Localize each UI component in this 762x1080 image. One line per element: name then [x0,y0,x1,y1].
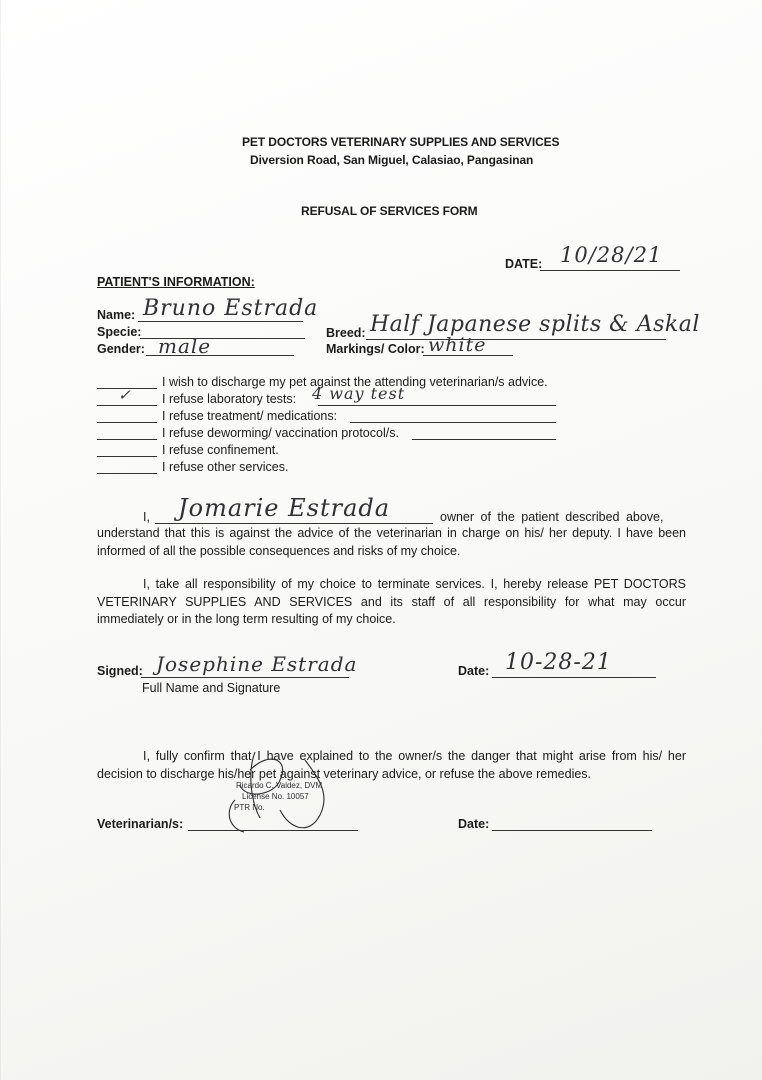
stamp-ptr: PTR No. [234,803,265,812]
signed-date-line [492,677,656,678]
company-name: PET DOCTORS VETERINARY SUPPLIES AND SERVICES [242,135,560,149]
option-blank [97,422,157,423]
form-title: REFUSAL OF SERVICES FORM [301,204,478,218]
signed-line [141,677,349,678]
option-label: I refuse deworming/ vaccination protocol/s. [162,426,399,440]
gender-value: male [158,334,212,358]
name-line [138,321,303,322]
option-label: I refuse other services. [162,460,289,474]
markings-value: white [428,334,487,356]
veterinarian-signature [220,740,360,840]
veterinarian-date-label: Date: [458,817,490,831]
option-blank [97,439,157,440]
confirmation-statement: I, fully confirm that I have explained to the owner/s the danger that might arise from his/ her decision to discharge his/her pet against veterinary advice, or refuse the above remedies. [97,749,686,781]
date-value: 10/28/21 [560,243,663,267]
option-check: ✓ [118,386,132,404]
option-label: I refuse treatment/ medications: [162,409,338,423]
patient-info-title: PATIENT'S INFORMATION: [97,275,255,289]
stamp-license: License No. 10057 [242,792,309,801]
signed-date-label: Date: [458,664,490,678]
signed-date-value: 10-28-21 [505,650,612,675]
company-address: Diversion Road, San Miguel, Calasiao, Pangasinan [250,153,534,167]
breed-label: Breed: [326,326,366,340]
option-blank [97,456,157,457]
owner-name-line [155,523,433,524]
specie-label: Specie: [97,325,142,339]
gender-label: Gender: [97,342,145,356]
option-detail-line [350,422,556,423]
veterinarian-line [188,830,358,831]
signed-value: Josephine Estrada [156,652,358,676]
paper-crease [0,0,1,1080]
date-line [540,270,680,271]
option-label: I wish to discharge my pet against the attending veterinarian/s advice. [162,375,548,389]
option-detail-line [412,439,556,440]
veterinarian-label: Veterinarian/s: [97,817,184,831]
veterinarian-date-line [492,830,652,831]
option-detail: 4 way test [312,384,406,403]
owner-prefix: I, [143,510,150,524]
stamp-vet-name: Ricardo C. Valdez, DVM [236,781,323,790]
name-label: Name: [97,308,136,322]
owner-statement: understand that this is against the advice of the veterinarian in charge on his/ her deputy. I have been informed of all the possible consequences and risks of my choice. [97,526,686,558]
breed-value: Half Japanese splits & Askal [370,312,700,337]
signed-label: Signed: [97,664,143,678]
option-detail-line [318,405,556,406]
breed-line [366,339,666,340]
signed-caption: Full Name and Signature [142,681,281,695]
owner-name: Jomarie Estrada [178,494,391,522]
date-label: DATE: [505,257,543,271]
owner-statement-first-line: owner of the patient described above, [440,510,664,524]
name-value: Bruno Estrada [143,296,319,321]
option-blank [97,473,157,474]
responsibility-statement: I, take all responsibility of my choice to terminate services. I, hereby release PET DOCTORS VETERINARY SUPPLIES AND SERVICES and its staff of all responsibility for what may occur immediately or in the long term resulting of my choice. [97,577,686,626]
option-label: I refuse confinement. [162,443,279,457]
markings-label: Markings/ Color: [326,342,425,356]
option-blank [97,405,157,406]
option-label: I refuse laboratory tests: [162,392,297,406]
